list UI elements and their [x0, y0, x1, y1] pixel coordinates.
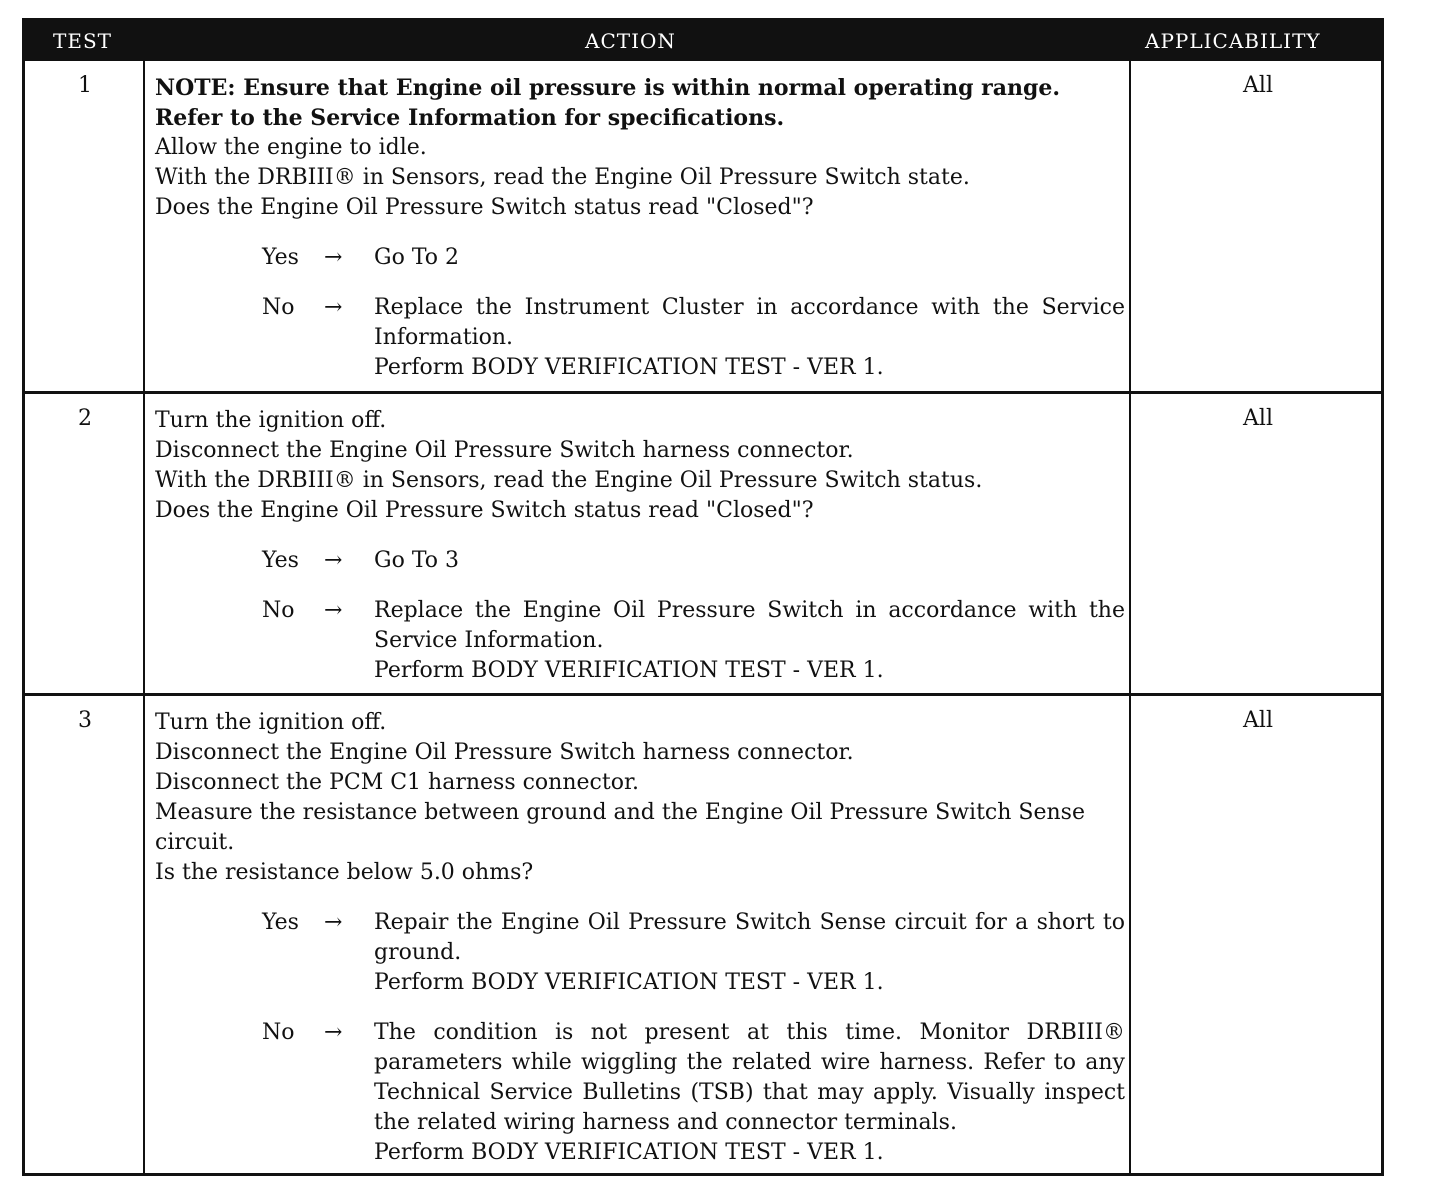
- test-number: 2: [78, 406, 92, 431]
- action-text: [155, 73, 1125, 383]
- action-line: Turn the ignition off.: [155, 408, 387, 433]
- result-line: Replace the Engine Oil Pressure Switch in accordance with the Service Information.: [374, 598, 1125, 653]
- answer-no: [155, 596, 1125, 686]
- answer-label: No: [262, 295, 295, 320]
- arrow-right-icon: →: [324, 548, 343, 573]
- arrow-right-icon: →: [324, 245, 343, 270]
- answer-result: [374, 293, 1125, 383]
- arrow-right-icon: →: [324, 598, 343, 623]
- answer-no: [155, 293, 1125, 383]
- answer-label: Yes: [262, 548, 299, 573]
- test-number: 1: [78, 73, 92, 98]
- action-line: Measure the resistance between ground and the Engine Oil Pressure Switch Sense circuit.: [155, 800, 1085, 855]
- result-line: Perform BODY VERIFICATION TEST - VER 1.: [374, 658, 884, 683]
- test-number: 3: [78, 708, 92, 733]
- action-line: Is the resistance below 5.0 ohms?: [155, 860, 534, 885]
- answer-result: [374, 1018, 1125, 1168]
- arrow-right-icon: →: [324, 1020, 343, 1045]
- action-text: [155, 708, 1125, 1168]
- result-line: Replace the Instrument Cluster in accordance with the Service Information.: [374, 295, 1125, 350]
- answer-result: [374, 596, 1125, 686]
- answer-yes: [155, 546, 1125, 576]
- action-line: Turn the ignition off.: [155, 710, 387, 735]
- action-line: Disconnect the Engine Oil Pressure Switch harness connector.: [155, 438, 854, 463]
- arrow-right-icon: →: [324, 295, 343, 320]
- answer-result: [374, 243, 1125, 273]
- result-line: Repair the Engine Oil Pressure Switch Sense circuit for a short to ground.: [374, 910, 1125, 965]
- table-row: [25, 693, 1381, 1173]
- answer-no: [155, 1018, 1125, 1168]
- result-line: Perform BODY VERIFICATION TEST - VER 1.: [374, 1140, 884, 1165]
- action-line: Does the Engine Oil Pressure Switch status read "Closed"?: [155, 498, 814, 523]
- header-test: TEST: [53, 29, 112, 53]
- applicability-value: All: [1243, 73, 1273, 98]
- note-line: NOTE: Ensure that Engine oil pressure is within normal operating range.: [155, 75, 1061, 101]
- action-line: With the DRBIII® in Sensors, read the Engine Oil Pressure Switch state.: [155, 165, 970, 190]
- action-line: With the DRBIII® in Sensors, read the Engine Oil Pressure Switch status.: [155, 468, 983, 493]
- answer-yes: [155, 908, 1125, 998]
- answer-result: [374, 908, 1125, 998]
- answer-label: No: [262, 598, 295, 623]
- table-row: [25, 61, 1381, 391]
- diagnostic-table: [22, 18, 1384, 1176]
- header-applicability: APPLICABILITY: [1145, 29, 1321, 53]
- result-line: Go To 2: [374, 245, 460, 270]
- answer-yes: [155, 243, 1125, 273]
- action-line: Allow the engine to idle.: [155, 135, 427, 160]
- arrow-right-icon: →: [324, 910, 343, 935]
- action-line: Disconnect the Engine Oil Pressure Switch harness connector.: [155, 740, 854, 765]
- result-line: The condition is not present at this time. Monitor DRBIII® parameters while wiggling the related wire harness. Refer to any Technical Service Bulletins (TSB) that may apply. Visually inspect the related wiring harness and connector terminals.: [374, 1020, 1125, 1135]
- answer-label: Yes: [262, 245, 299, 270]
- action-line: Disconnect the PCM C1 harness connector.: [155, 770, 640, 795]
- applicability-value: All: [1243, 406, 1273, 431]
- table-row: [25, 391, 1381, 693]
- result-line: Go To 3: [374, 548, 460, 573]
- header-action: ACTION: [585, 29, 676, 53]
- answer-label: No: [262, 1020, 295, 1045]
- applicability-value: All: [1243, 708, 1273, 733]
- result-line: Perform BODY VERIFICATION TEST - VER 1.: [374, 970, 884, 995]
- action-line: Does the Engine Oil Pressure Switch status read "Closed"?: [155, 195, 814, 220]
- action-text: [155, 406, 1125, 686]
- answer-result: [374, 546, 1125, 576]
- answer-label: Yes: [262, 910, 299, 935]
- note-line: Refer to the Service Information for specifications.: [155, 105, 785, 131]
- table-header: [25, 21, 1381, 61]
- result-line: Perform BODY VERIFICATION TEST - VER 1.: [374, 355, 884, 380]
